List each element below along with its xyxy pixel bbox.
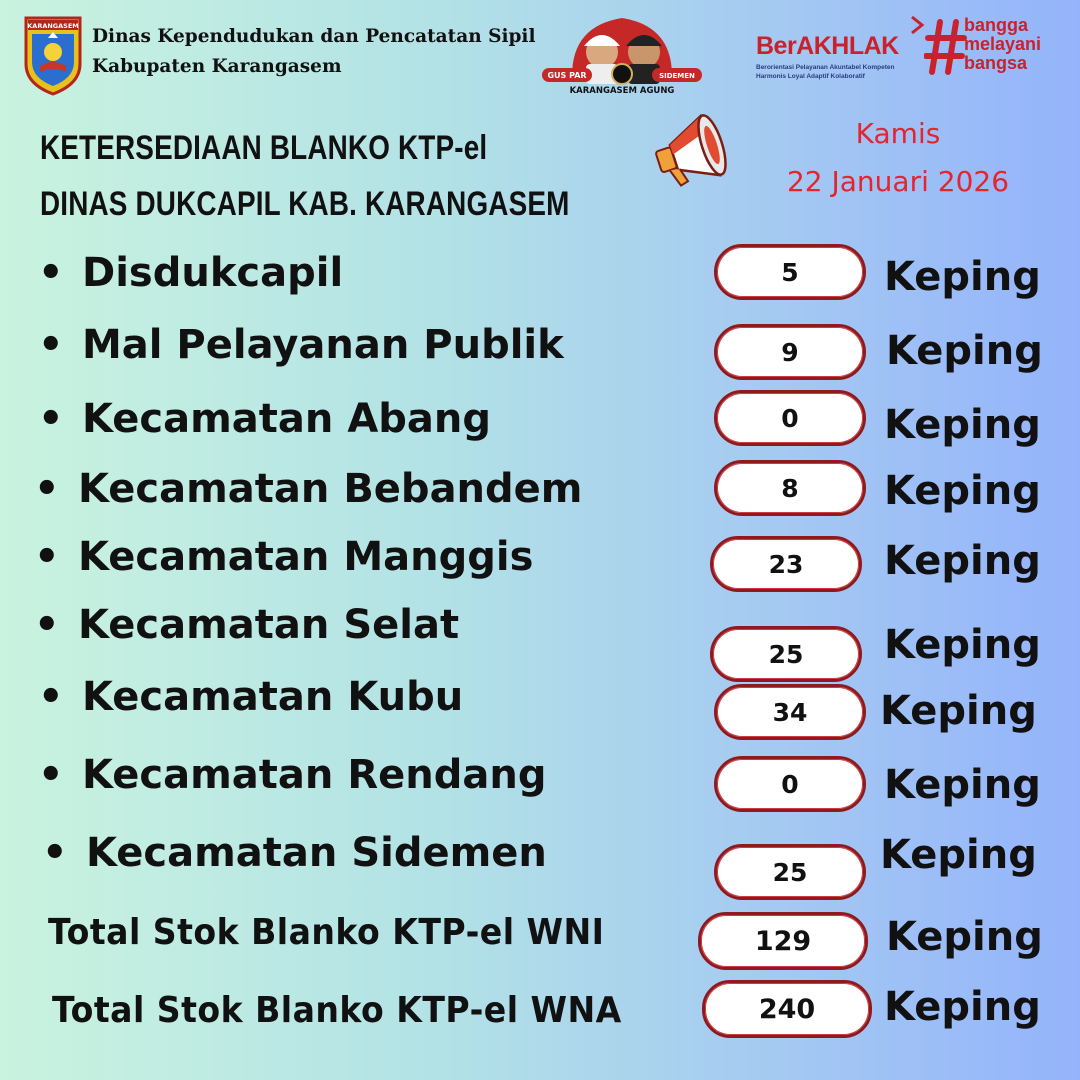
bangga-melayani-bangsa	[964, 16, 1041, 73]
total-wni-badge: 129	[698, 912, 868, 970]
count-badge: 9	[714, 324, 866, 380]
list-item-label: • Kecamatan Kubu	[38, 674, 464, 720]
berakhlak-subtitle	[756, 63, 946, 81]
unit-label: Keping	[884, 622, 1041, 668]
unit-label: Keping	[884, 538, 1041, 584]
list-item-label: • Kecamatan Sidemen	[42, 830, 547, 876]
berakhlak-line-2: Harmonis Loyal Adaptif Kolaboratif	[756, 73, 865, 80]
leaders-caption: KARANGASEM AGUNG	[569, 86, 675, 96]
leaders-emblem	[532, 6, 712, 98]
list-item-label: • Disdukcapil	[38, 250, 344, 296]
count-badge: 25	[714, 844, 866, 900]
list-item-label: • Kecamatan Manggis	[34, 534, 534, 580]
karangasem-logo	[22, 14, 84, 96]
count-badge: 0	[714, 390, 866, 446]
leader-badge-right: SIDEMEN	[659, 72, 695, 80]
unit-label: Keping	[884, 254, 1041, 300]
unit-label: Keping	[884, 762, 1041, 808]
total-wni-label: Total Stok Blanko KTP-el WNI	[48, 912, 605, 953]
total-wna-badge: 240	[702, 980, 872, 1038]
count-badge: 8	[714, 460, 866, 516]
unit-label: Keping	[880, 688, 1037, 734]
bangga-line-1: bangga	[964, 15, 1029, 35]
date-full: 22 Januari 2026	[786, 165, 1010, 198]
unit-label: Keping	[880, 832, 1037, 878]
count-badge: 5	[714, 244, 866, 300]
date-day: Kamis	[855, 117, 941, 150]
list-item-label: • Kecamatan Selat	[34, 602, 460, 648]
unit-label: Keping	[884, 984, 1041, 1030]
count-badge: 0	[714, 756, 866, 812]
logo-text: KARANGASEM	[27, 22, 79, 30]
unit-label: Keping	[884, 468, 1041, 514]
bangga-line-2: melayani	[964, 34, 1042, 54]
title-line-2: DINAS DUKCAPIL KAB. KARANGASEM	[40, 185, 570, 223]
total-wna-label: Total Stok Blanko KTP-el WNA	[52, 990, 622, 1031]
berakhlak-line-1: Berorientasi Pelayanan Akuntabel Kompeten	[756, 64, 895, 71]
page-title	[40, 120, 570, 232]
agency-line-1: Dinas Kependudukan dan Pencatatan Sipil	[92, 26, 536, 47]
agency-line-2: Kabupaten Karangasem	[92, 56, 342, 77]
list-item-label: • Kecamatan Rendang	[38, 752, 547, 798]
count-badge: 25	[710, 626, 862, 682]
unit-label: Keping	[886, 914, 1043, 960]
leader-badge-left: GUS PAR	[547, 71, 587, 80]
list-item-label: • Mal Pelayanan Publik	[38, 322, 564, 368]
megaphone-icon	[650, 106, 736, 190]
list-item-label: • Kecamatan Abang	[38, 396, 492, 442]
title-line-1: KETERSEDIAAN BLANKO KTP-el	[40, 129, 488, 167]
hashtag-icon	[924, 18, 968, 76]
agency-name	[92, 22, 535, 82]
unit-label: Keping	[886, 328, 1043, 374]
bangga-line-3: bangsa	[964, 53, 1028, 73]
list-item-label: • Kecamatan Bebandem	[34, 466, 583, 512]
berakhlak-title: BerAKHLAK	[756, 32, 899, 60]
count-badge: 34	[714, 684, 866, 740]
unit-label: Keping	[884, 402, 1041, 448]
count-badge: 23	[710, 536, 862, 592]
date-display	[748, 110, 1048, 206]
